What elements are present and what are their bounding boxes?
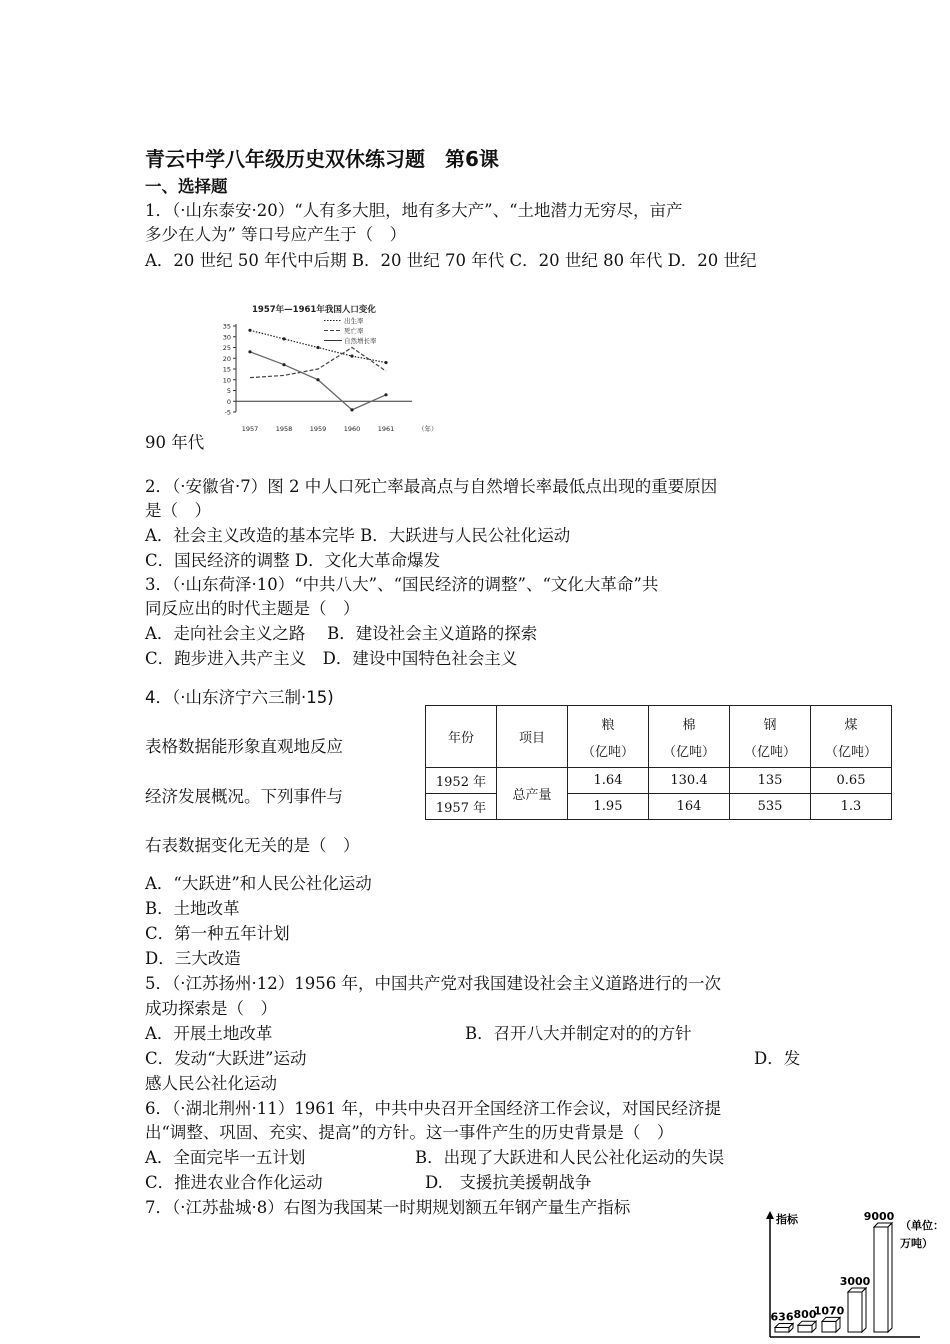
pop-point [316, 378, 319, 381]
pop-point [248, 329, 251, 332]
table-cell-year: 1952 年 [426, 768, 497, 794]
steel-bar [874, 1227, 888, 1332]
q5-option-d-cont: 感人民公社化运动 [145, 1074, 277, 1093]
steel-bar [848, 1292, 862, 1332]
steel-bar [775, 1327, 789, 1332]
pop-point [282, 363, 285, 366]
table-header-item: 项目 [497, 706, 568, 768]
steel-bar-side [862, 1288, 866, 1332]
pop-y-tick-label: 0 [226, 397, 231, 406]
table-cell-year: 1957 年 [426, 794, 497, 820]
q6-option-b: B．出现了大跃进和人民公社化运动的失误 [415, 1148, 725, 1167]
q1-options-tail: 90 年代 [145, 433, 205, 452]
bar-unit-line2: 万吨） [900, 1237, 933, 1250]
q4-option-d: D．三大改造 [145, 949, 241, 968]
q1-stem-line2: 多少在人为” 等口号应产生于（ ） [145, 225, 407, 244]
q3-options-cd: C．跑步进入共产主义 D．建设中国特色社会主义 [145, 649, 518, 668]
pop-point [248, 350, 251, 353]
q4-option-a: A．“大跃进”和人民公社化运动 [145, 874, 372, 893]
production-table [425, 705, 892, 820]
pop-x-tick-label: 1961 [377, 425, 395, 433]
section-heading: 一、选择题 [145, 177, 228, 196]
pop-x-tick-label: 1960 [343, 425, 361, 433]
q2-stem-line2: 是（ ） [145, 501, 211, 520]
q3-stem-line2: 同反应出的时代主题是（ ） [145, 599, 360, 618]
table-cell: 135 [730, 768, 811, 794]
q5-option-a: A．开展土地改革 [145, 1024, 273, 1043]
table-cell: 1.64 [568, 768, 649, 794]
steel-bar [798, 1325, 812, 1332]
q4-stem-line2: 表格数据能形象直观地反应 [145, 737, 343, 756]
pop-y-tick-label: 15 [222, 365, 231, 374]
q5-option-b: B．召开八大并制定对的的方针 [465, 1024, 692, 1043]
pop-x-tick-label: 1958 [275, 425, 293, 433]
q4-option-c: C．第一种五年计划 [145, 924, 290, 943]
pop-y-tick-label: 30 [222, 333, 231, 342]
q4-stem-line4: 右表数据变化无关的是（ ） [145, 836, 360, 855]
pop-legend-label: 死亡率 [344, 327, 364, 335]
pop-y-tick-label: 5 [226, 387, 231, 395]
q5-option-d: D．发 [754, 1049, 801, 1068]
table-cell-item: 总产量 [497, 768, 568, 820]
table-cell: 1.3 [811, 794, 892, 820]
pop-legend-label: 出生率 [344, 317, 364, 325]
q6-option-a: A．全面完毕一五计划 [145, 1148, 306, 1167]
q5-stem-line1: 5．（·江苏扬州·12）1956 年，中国共产党对我国建设社会主义道路进行的一次 [145, 974, 721, 993]
pop-point [350, 355, 353, 358]
pop-legend-label: 自然增长率 [344, 337, 377, 345]
table-row [426, 794, 892, 820]
steel-bar-label: 636 [770, 1310, 794, 1324]
q5-stem-line2: 成功探索是（ ） [145, 999, 277, 1018]
q4-stem-line3: 经济发展概况。下列事件与 [145, 787, 343, 806]
table-header-steel: 钢 （亿吨） [730, 706, 811, 768]
q2-options-cd: C．国民经济的调整 D．文化大革命爆发 [145, 551, 441, 570]
pop-y-tick-label: -5 [224, 408, 231, 417]
pop-x-tick-label: 1959 [309, 425, 327, 433]
page-title: 青云中学八年级历史双休练习题 第6课 [145, 147, 499, 171]
steel-bar-side [888, 1223, 892, 1332]
pop-point [350, 408, 353, 411]
table-header-year: 年份 [426, 706, 497, 768]
bar-ylabel: 指标 [776, 1213, 798, 1226]
bar-y-arrow [766, 1211, 774, 1219]
q2-options-ab: A．社会主义改造的基本完毕 B．大跃进与人民公社化运动 [145, 526, 571, 545]
q4-option-b: B．土地改革 [145, 899, 240, 918]
table-row [426, 768, 892, 794]
pop-y-tick-label: 20 [222, 354, 231, 363]
steel-target-bar-chart [760, 1205, 950, 1344]
pop-point [316, 346, 319, 349]
pop-y-tick-label: 10 [222, 376, 231, 385]
table-header-grain: 粮 （亿吨） [568, 706, 649, 768]
table-header-cotton: 棉 （亿吨） [649, 706, 730, 768]
q5-option-c: C．发动“大跃进”运动 [145, 1049, 307, 1068]
steel-bar-label: 1070 [813, 1304, 845, 1318]
q6-option-c: C．推进农业合作化运动 [145, 1173, 323, 1192]
table-cell: 130.4 [649, 768, 730, 794]
table-cell: 0.65 [811, 768, 892, 794]
pop-point [282, 337, 285, 340]
pop-point [384, 361, 387, 364]
q1-options: A．20 世纪 50 年代中后期 B．20 世纪 70 年代 C．20 世纪 80 年代 D．20 世纪 [145, 251, 757, 270]
pop-x-unit: （年） [418, 425, 438, 433]
q6-stem-line2: 出“调整、巩固、充实、提高”的方针。这一事件产生的历史背景是（ ） [145, 1123, 674, 1142]
q1-stem-line1: 1．（·山东泰安·20）“人有多大胆，地有多大产”、“土地潜力无穷尽，亩产 [145, 201, 683, 220]
q3-options-ab: A．走向社会主义之路 B．建设社会主义道路的探索 [145, 624, 538, 643]
q4-stem-line1: 4．（·山东济宁六三制·15) [145, 688, 334, 707]
table-cell: 535 [730, 794, 811, 820]
q3-stem-line1: 3．（·山东荷泽·10）“中共八大”、“国民经济的调整”、“文化大革命”共 [145, 575, 659, 594]
pop-x-tick-label: 1957 [241, 425, 259, 433]
q6-stem-line1: 6．（·湖北荆州·11）1961 年，中共中央召开全国经济工作会议，对国民经济提 [145, 1099, 721, 1118]
steel-bar-label: 800 [793, 1308, 817, 1322]
population-line-chart [212, 298, 442, 438]
table-cell: 1.95 [568, 794, 649, 820]
table-cell: 164 [649, 794, 730, 820]
table-header-coal: 煤 （亿吨） [811, 706, 892, 768]
pop-y-tick-label: 25 [222, 344, 231, 352]
pop-point [384, 393, 387, 396]
chart-title: 1957年—1961年我国人口变化 [252, 305, 376, 315]
steel-bar-label: 3000 [839, 1275, 871, 1288]
q2-stem-line1: 2．（·安徽省·7）图 2 中人口死亡率最高点与自然增长率最低点出现的重要原因 [145, 477, 718, 496]
steel-bar-label: 9000 [863, 1210, 895, 1223]
pop-series-line [250, 348, 386, 378]
steel-bar [822, 1321, 836, 1332]
q6-option-d: D. 支援抗美援朝战争 [425, 1173, 592, 1192]
pop-y-tick-label: 35 [222, 322, 231, 331]
q7-stem-line1: 7．（·江苏盐城·8）右图为我国某一时期规划额五年钢产量生产指标 [145, 1198, 631, 1217]
bar-unit-line1: （单位： [900, 1219, 944, 1232]
